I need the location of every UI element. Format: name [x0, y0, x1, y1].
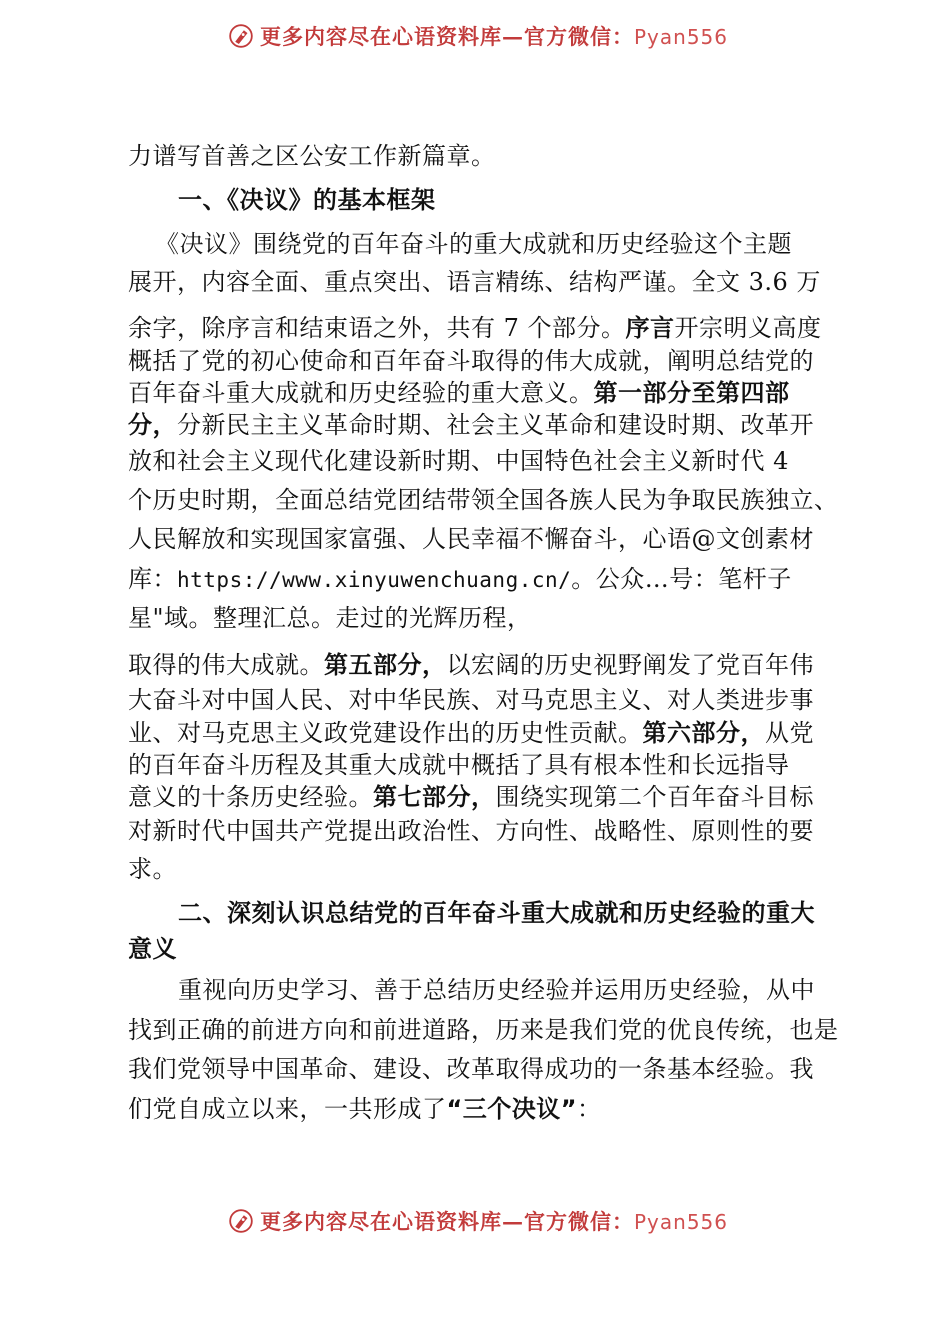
text-line: 个历史时期，全面总结党团结带领全国各族人民为争取民族独立、: [128, 486, 839, 514]
text-line: 分，分新民主主义革命时期、社会主义革命和建设时期、改革开: [128, 411, 814, 439]
bold-term: “三个决议”: [446, 1095, 578, 1123]
text-line: 大奋斗对中国人民、对中华民族、对马克思主义、对人类进步事: [128, 686, 814, 714]
section-heading-1: 一、《决议》的基本框架: [178, 186, 436, 214]
text-line: 人民解放和实现国家富强、人民幸福不懈奋斗，心语@文创素材: [128, 525, 814, 553]
text-line: 重视向历史学习、善于总结历史经验并运用历史经验，从中: [178, 976, 815, 1004]
wechat-id: Pyan556: [633, 1210, 728, 1234]
text-line: 的百年奋斗历程及其重大成就中概括了具有根本性和长远指导: [128, 751, 790, 779]
banner-text: 更多内容尽在心语资料库—官方微信：Pyan556: [259, 24, 728, 49]
section-heading-2-cont: 意义: [128, 935, 177, 963]
text-line: 概括了党的初心使命和百年奋斗取得的伟大成就，阐明总结党的: [128, 347, 814, 375]
banner-text: 更多内容尽在心语资料库—官方微信：Pyan556: [259, 1209, 728, 1234]
text-line: 对新时代中国共产党提出政治性、方向性、战略性、原则性的要: [128, 817, 814, 845]
section-heading-2: 二、深刻认识总结党的百年奋斗重大成就和历史经验的重大: [178, 899, 815, 927]
bold-term: 第六部分，: [642, 719, 765, 747]
text-line: 意义的十条历史经验。第七部分，围绕实现第二个百年奋斗目标: [128, 783, 814, 811]
pen-nib-logo-icon: [228, 18, 254, 54]
text-line: 力谱写首善之区公安工作新篇章。: [128, 142, 496, 170]
url-link: https://www.xinyuwenchuang.cn/: [177, 568, 572, 592]
text-line: 百年奋斗重大成就和历史经验的重大意义。第一部分至第四部: [128, 379, 790, 407]
text-line: 业、对马克思主义政党建设作出的历史性贡献。第六部分，从党: [128, 719, 814, 747]
text-line: 展开，内容全面、重点突出、语言精练、结构严谨。全文 3.6 万: [128, 268, 821, 296]
wechat-id: Pyan556: [633, 25, 728, 49]
header-watermark-banner: [228, 16, 728, 56]
text-line: 找到正确的前进方向和前进道路，历来是我们党的优良传统，也是: [128, 1016, 839, 1044]
text-line: 库：https://www.xinyuwenchuang.cn/。公众…号：笔杆子: [128, 565, 792, 593]
bold-term: 序言: [625, 314, 675, 342]
bold-term: 第七部分，: [373, 783, 496, 811]
pen-nib-logo-icon: [228, 1203, 254, 1239]
text-line: 们党自成立以来，一共形成了“三个决议”：: [128, 1095, 602, 1123]
footer-watermark-banner: [228, 1201, 728, 1241]
text-line: 放和社会主义现代化建设新时期、中国特色社会主义新时代 4: [128, 447, 789, 475]
text-line: 余字，除序言和结束语之外，共有 7 个部分。序言开宗明义高度: [128, 314, 822, 342]
text-line: 求。: [128, 855, 177, 883]
text-line: 星"域。整理汇总。走过的光辉历程，: [128, 604, 532, 632]
text-line: 取得的伟大成就。第五部分，以宏阔的历史视野阐发了党百年伟: [128, 651, 814, 679]
text-line: 《决议》围绕党的百年奋斗的重大成就和历史经验这个主题: [155, 230, 792, 258]
bold-term: 第五部分，: [324, 651, 447, 679]
bold-term: 分，: [128, 411, 177, 439]
bold-term: 第一部分至第四部: [593, 379, 790, 407]
text-line: 我们党领导中国革命、建设、改革取得成功的一条基本经验。我: [128, 1055, 814, 1083]
